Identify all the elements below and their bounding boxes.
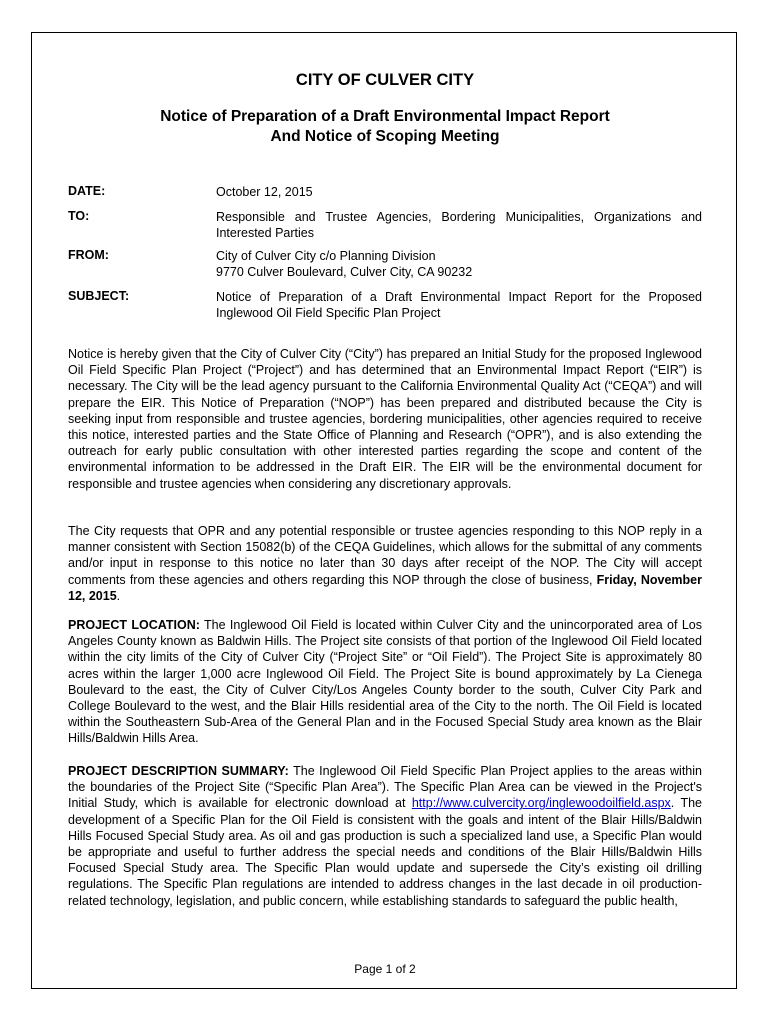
from-line2: 9770 Culver Boulevard, Culver City, CA 90232 — [216, 265, 473, 279]
subject-value: Notice of Preparation of a Draft Environmental Impact Report for the Proposed Inglewood Oil Field Specific Plan Project — [216, 290, 702, 320]
notice-title-line2: And Notice of Scoping Meeting — [270, 128, 500, 145]
project-description-text2: . The development of a Specific Plan for the Oil Field is consistent with the goals and intent of the Blair Hills/Baldwin Hills Focused Special Study area. As oil and gas production is such a specialized land use, a Specific Plan would be appropriate and useful to further address the special needs and conditions of the Blair Hills/Baldwin Hills Focused Special Study area. The Specific Plan would update and supersede the City’s existing oil drilling regulations. The Specific Plan regulations are intended to address changes in the last decade in oil production-related technology, legislation, and public concern, while establishing standards to safeguard the public health, — [68, 796, 702, 908]
comment-end: . — [116, 588, 121, 603]
project-location-paragraph — [68, 617, 702, 747]
to-value: Responsible and Trustee Agencies, Bordering Municipalities, Organizations and Interested Parties — [216, 210, 702, 240]
notice-title-line1: Notice of Preparation of a Draft Environmental Impact Report — [160, 108, 610, 125]
project-description-paragraph — [68, 763, 702, 909]
project-location-text: The Inglewood Oil Field is located within Culver City and the unincorporated area of Los Angeles County known as Baldwin Hills. The Project site consists of that portion of the Inglewood Oil Field located within the city limits of the City of Culver City (“Project Site” or “Oil Field”). The Project Site is approximately 80 acres within the larger 1,000 acre Inglewood Oil Field. The Project Site is bound approximately by La Cienega Boulevard to the east, the City of Culver City/Los Angeles County border to the south, Culver City Park and College Boulevard to the west, and the Blair Hills residential area of the City to the north. The Oil Field is located within the Southeastern Sub-Area of the General Plan and in the Focused Special Study area known as the Blair Hills/Baldwin Hills Area. — [68, 618, 702, 746]
from-value — [216, 248, 702, 280]
to-label: TO: — [68, 209, 90, 223]
comment-text: The City requests that OPR and any potential responsible or trustee agencies responding to this NOP reply in a manner consistent with Section 15082(b) of the CEQA Guidelines, which allows for the submittal of any comments and/or input in response to this notice no later than 30 days after receipt of the NOP. The City will accept comments from these agencies and others regarding this NOP through the close of business, — [68, 524, 702, 587]
date-value: October 12, 2015 — [216, 185, 313, 199]
from-label: FROM: — [68, 248, 109, 262]
page-number: Page 1 of 2 — [354, 962, 416, 976]
date-label: DATE: — [68, 184, 106, 198]
notice-paragraph: Notice is hereby given that the City of Culver City (“City”) has prepared an Initial Study for the proposed Inglewood Oil Field Specific Plan Project (“Project”) and has determined that an Environmental Impact Report (“EIR”) is necessary. The City will be the lead agency pursuant to the California Environmental Quality Act (“CEQA”) and will prepare the EIR. This Notice of Preparation (“NOP”) has been prepared and distributed because the City is seeking input from responsible and trustee agencies, bordering municipalities, other agencies required to receive this notice, interested parties and the State Office of Planning and Research (“OPR”), and is also extending the outreach for early public consultation with other interested parties regarding the scope and content of the environmental information to be addressed in the Draft EIR. The EIR will be the environmental document for responsible and trustee agencies when considering any discretionary approvals. — [68, 347, 702, 491]
comment-paragraph — [68, 523, 702, 604]
subject-label: SUBJECT: — [68, 289, 130, 303]
initial-study-link[interactable]: http://www.culvercity.org/inglewoodoilfield.aspx — [411, 796, 671, 811]
project-description-text1: The Inglewood Oil Field Specific Plan Project applies to the areas within the boundaries of the Project Site (“Specific Plan Area”). The Specific Plan Area can be viewed in the Project's Initial Study, which is available for electronic download at — [68, 764, 702, 811]
from-line1: City of Culver City c/o Planning Division — [216, 249, 436, 263]
project-description-heading: PROJECT DESCRIPTION SUMMARY: — [68, 764, 289, 778]
comment-deadline: Friday, November 12, 2015 — [68, 572, 702, 603]
city-title: CITY OF CULVER CITY — [295, 71, 475, 89]
project-location-heading: PROJECT LOCATION: — [68, 618, 200, 632]
